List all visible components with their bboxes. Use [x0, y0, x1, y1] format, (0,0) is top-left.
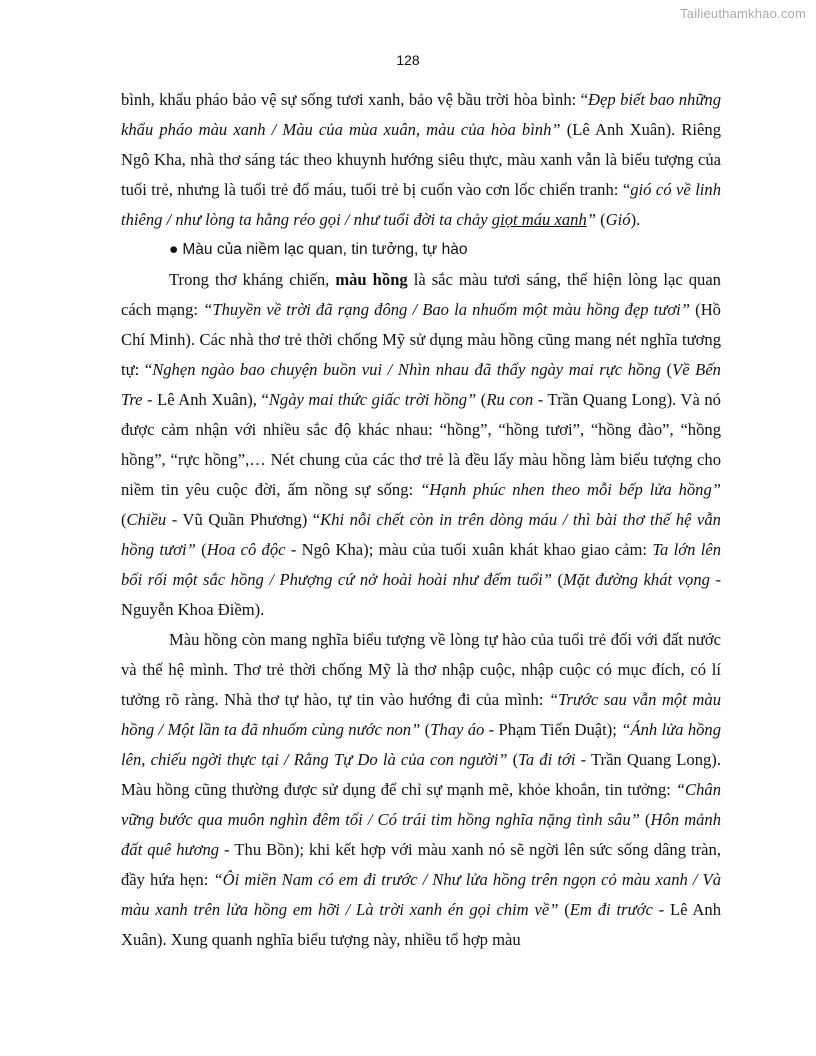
- text-run: ).: [630, 210, 641, 229]
- work-title: Thay áo: [430, 720, 485, 739]
- work-title: Hoa cô độc: [206, 540, 286, 559]
- paragraph-1: [121, 85, 721, 235]
- quote: Đẹp biết bao những khẩu pháo màu xanh / Màu của mùa xuân, màu của hòa bình”: [121, 90, 721, 139]
- quote: “Hạnh phúc nhen theo mỗi bếp lửa hồng”: [420, 480, 722, 499]
- text-run: - Trần Quang Long). Và nó được cảm nhận với nhiều sắc độ khác nhau: “hồng”, “hồng tươi”, “hồng đào”, “hồng hồng”, “rực hồng”,… Nét chung của các thơ trẻ là đều lấy màu hồng làm biểu tượng cho niềm tin yêu cuộc đời, ấm nồng sự sống:: [121, 390, 721, 499]
- text-run: - Phạm Tiến Duật);: [484, 720, 622, 739]
- text-run: (: [507, 750, 519, 769]
- quote: ”: [586, 210, 596, 229]
- page-number: 128: [396, 52, 420, 68]
- quote: Ta lớn lên bối rối một sắc hồng / Phượng cứ nở hoài hoài như đếm tuổi”: [121, 540, 721, 589]
- text-run: - Vũ Quần Phương) “: [166, 510, 321, 529]
- text-run: (: [660, 360, 673, 379]
- text-run: (: [551, 570, 563, 589]
- quote: Ngày mai thức giấc trời hồng”: [268, 390, 477, 409]
- work-title: Hôn mảnh đất quê hương: [121, 810, 721, 859]
- document-body: [121, 85, 721, 955]
- text-run: là sắc màu tươi sáng, thể hiện lòng lạc quan cách mạng:: [121, 270, 721, 319]
- quote: “Ôi miền Nam có em đi trước / Như lửa hồng trên ngọn cỏ màu xanh / Và màu xanh trên lửa hồng em hỡi / Là trời xanh én gọi chim về”: [121, 870, 721, 919]
- text-run: (Hồ Chí Minh). Các nhà thơ trẻ thời chống Mỹ sử dụng màu hồng cũng mang nét nghĩa tương tự: “: [121, 300, 721, 379]
- work-title: Chiều: [126, 510, 167, 529]
- bold-term: màu hồng: [335, 270, 408, 289]
- underlined-quote: giọt máu xanh: [491, 210, 587, 229]
- work-title: Ru con: [486, 390, 534, 409]
- bullet-icon: ●: [169, 241, 179, 258]
- text-run: bình, khẩu pháo bảo vệ sự sống tươi xanh, bảo vệ bầu trời hòa bình: “: [121, 90, 589, 109]
- work-title: Về Bến Tre: [121, 360, 721, 409]
- quote: “Thuyền về trời đã rạng đông / Bao la nhuốm một màu hồng đẹp tươi”: [203, 300, 691, 319]
- quote: “Ánh lửa hồng lên, chiếu ngời thực tại / Rằng Tự Do là của con người”: [121, 720, 722, 769]
- text-run: (Lê Anh Xuân). Riêng Ngô Kha, nhà thơ sáng tác theo khuynh hướng siêu thực, màu xanh vẫn là biểu tượng của tuổi trẻ, nhưng là tuổi trẻ đổ máu, tuổi trẻ bị cuốn vào cơn lốc chiến tranh: “: [121, 120, 721, 199]
- text-run: Màu hồng còn mang nghĩa biểu tượng về lòng tự hào của tuổi trẻ đối với đất nước và thế hệ mình. Thơ trẻ thời chống Mỹ là thơ nhập cuộc, nhập cuộc có mục đích, có lí tưởng rõ ràng. Nhà thơ tự hào, tự tin vào hướng đi của mình:: [121, 630, 721, 709]
- text-run: (: [121, 510, 127, 529]
- text-run: (: [476, 390, 487, 409]
- watermark: Tailieuthamkhao.com: [680, 6, 806, 21]
- text-run: (: [558, 900, 570, 919]
- quote: gió có về linh thiêng / như lòng ta hằng réo gọi / như tuổi đời ta chảy: [121, 180, 722, 229]
- text-run: (: [595, 210, 606, 229]
- quote: Nghẹn ngào bao chuyện buồn vui / Nhìn nhau đã thấy ngày mai rực hồng: [152, 360, 661, 379]
- paragraph-3: [121, 625, 721, 955]
- text-run: - Nguyễn Khoa Điềm).: [121, 570, 721, 619]
- text-run: - Ngô Kha); màu của tuổi xuân khát khao giao cảm:: [285, 540, 653, 559]
- paragraph-2: [121, 265, 721, 625]
- quote: Khi nỗi chết còn in trên dòng máu / thì bài thơ thế hệ vẫn hồng tươi”: [121, 510, 721, 559]
- work-title: Em đi trước: [569, 900, 653, 919]
- text-run: - Lê Anh Xuân). Xung quanh nghĩa biểu tượng này, nhiều tổ hợp màu: [121, 900, 721, 949]
- text-run: - Trần Quang Long). Màu hồng cũng thường được sử dụng để chỉ sự mạnh mẽ, khỏe khoắn, tin tưởng:: [121, 750, 721, 799]
- text-run: - Lê Anh Xuân), “: [142, 390, 269, 409]
- work-title: Ta đi tới: [518, 750, 576, 769]
- section-heading: [121, 235, 721, 265]
- quote: “Trước sau vẫn một màu hồng / Một lần ta đã nhuốm cùng nước non”: [121, 690, 721, 739]
- quote: “Chân vững bước qua muôn nghìn đêm tối / Có trái tim hồng nghĩa nặng tình sâu”: [121, 780, 721, 829]
- section-heading-text: Màu của niềm lạc quan, tin tưởng, tự hào: [182, 241, 468, 258]
- work-title: Mặt đường khát vọng: [563, 570, 710, 589]
- text-run: - Thu Bồn); khi kết hợp với màu xanh nó sẽ ngời lên sức sống dâng tràn, đầy hứa hẹn:: [121, 840, 721, 889]
- text-run: Trong thơ kháng chiến,: [169, 270, 336, 289]
- text-run: (: [639, 810, 651, 829]
- work-title: Gió: [605, 210, 631, 229]
- text-run: (: [195, 540, 207, 559]
- text-run: (: [420, 720, 431, 739]
